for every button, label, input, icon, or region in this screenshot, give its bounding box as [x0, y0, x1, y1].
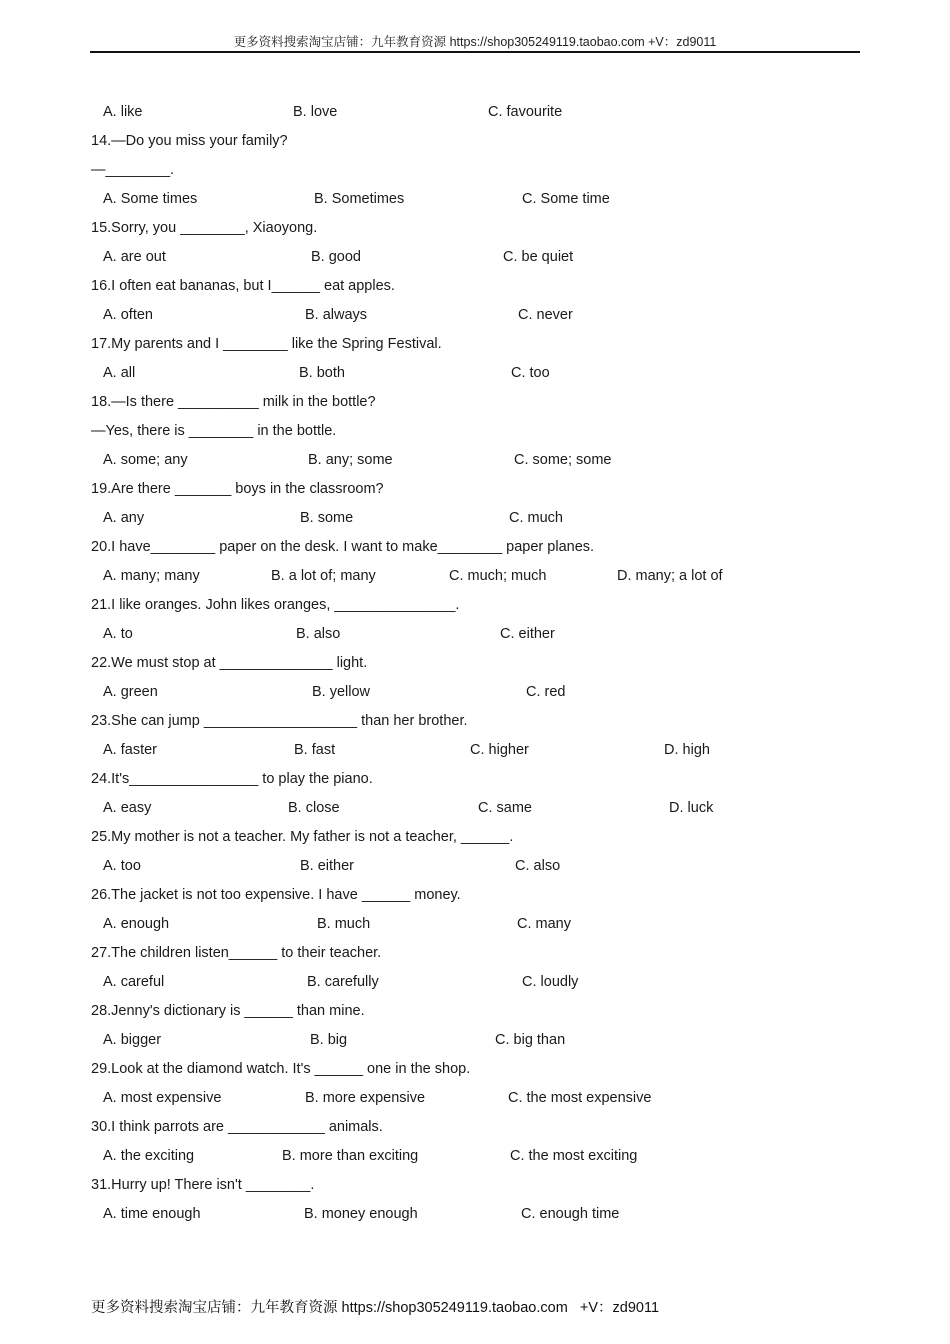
answer-option: A. often	[103, 307, 153, 323]
options-row	[91, 185, 851, 214]
options-row	[91, 968, 851, 997]
answer-option: D. high	[664, 742, 710, 758]
answer-option: A. most expensive	[103, 1090, 222, 1106]
question-line: 21.I like oranges. John likes oranges, _______________.	[91, 597, 460, 613]
answer-option: C. many	[517, 916, 571, 932]
question-line: 18.—Is there __________ milk in the bottle?	[91, 394, 376, 410]
answer-option: C. higher	[470, 742, 529, 758]
question-line: 31.Hurry up! There isn't ________.	[91, 1177, 315, 1193]
question-line: 26.The jacket is not too expensive. I have ______ money.	[91, 887, 461, 903]
options-row	[91, 852, 851, 881]
question-line: 19.Are there _______ boys in the classroom?	[91, 481, 384, 497]
options-row	[91, 736, 851, 765]
question-line: 24.It's________________ to play the piano.	[91, 771, 373, 787]
options-row	[91, 678, 851, 707]
answer-option: B. both	[299, 365, 345, 381]
answer-option: B. close	[288, 800, 340, 816]
options-row	[91, 562, 851, 591]
question-line: 25.My mother is not a teacher. My father is not a teacher, ______.	[91, 829, 514, 845]
answer-option: A. the exciting	[103, 1148, 195, 1164]
answer-option: A. like	[103, 104, 143, 120]
options-row	[91, 1084, 851, 1113]
header-divider	[90, 51, 860, 53]
answer-option: A. faster	[103, 742, 157, 758]
answer-option: C. red	[526, 684, 566, 700]
answer-option: C. favourite	[488, 104, 563, 120]
options-row	[91, 1142, 851, 1171]
question-line: 20.I have________ paper on the desk. I want to make________ paper planes.	[91, 539, 595, 555]
answer-option: A. are out	[103, 249, 166, 265]
answer-option: A. Some times	[103, 191, 198, 207]
question-line: —Yes, there is ________ in the bottle.	[91, 423, 337, 439]
answer-option: A. bigger	[103, 1032, 162, 1048]
answer-option: C. loudly	[522, 974, 579, 990]
answer-option: B. more than exciting	[282, 1148, 419, 1164]
answer-option: D. many; a lot of	[617, 568, 723, 584]
options-row	[91, 98, 851, 127]
options-row	[91, 504, 851, 533]
options-row	[91, 1200, 851, 1229]
options-row	[91, 243, 851, 272]
answer-option: B. more expensive	[305, 1090, 426, 1106]
answer-option: A. time enough	[103, 1206, 201, 1222]
answer-option: C. Some time	[522, 191, 610, 207]
answer-option: C. some; some	[514, 452, 612, 468]
page-header: 更多资料搜索淘宝店铺：九年教育资源 https://shop305249119.taobao.com +V：zd9011	[233, 35, 717, 49]
question-line: 30.I think parrots are ____________ animals.	[91, 1119, 383, 1135]
answer-option: C. much	[509, 510, 563, 526]
answer-option: A. any	[103, 510, 145, 526]
answer-option: B. any; some	[308, 452, 393, 468]
options-row	[91, 910, 851, 939]
options-row	[91, 301, 851, 330]
answer-option: A. too	[103, 858, 141, 874]
answer-option: C. never	[518, 307, 573, 323]
answer-option: B. money enough	[304, 1206, 418, 1222]
answer-option: B. yellow	[312, 684, 371, 700]
answer-option: B. always	[305, 307, 368, 323]
answer-option: A. green	[103, 684, 158, 700]
question-line: 16.I often eat bananas, but I______ eat apples.	[91, 278, 395, 294]
answer-option: B. also	[296, 626, 341, 642]
answer-option: C. the most expensive	[508, 1090, 652, 1106]
answer-option: B. good	[311, 249, 361, 265]
answer-option: A. to	[103, 626, 133, 642]
answer-option: A. some; any	[103, 452, 188, 468]
answer-option: C. also	[515, 858, 561, 874]
exercise-list	[91, 98, 851, 1229]
answer-option: B. much	[317, 916, 371, 932]
answer-option: C. same	[478, 800, 532, 816]
answer-option: B. some	[300, 510, 354, 526]
question-line: 23.She can jump ___________________ than her brother.	[91, 713, 468, 729]
question-line: 22.We must stop at ______________ light.	[91, 655, 368, 671]
answer-option: A. easy	[103, 800, 152, 816]
options-row	[91, 1026, 851, 1055]
question-line: 17.My parents and I ________ like the Spring Festival.	[91, 336, 442, 352]
answer-option: B. love	[293, 104, 338, 120]
question-line: 27.The children listen______ to their teacher.	[91, 945, 382, 961]
question-line: 14.—Do you miss your family?	[91, 133, 288, 149]
answer-option: C. the most exciting	[510, 1148, 638, 1164]
answer-option: A. enough	[103, 916, 170, 932]
page-footer: 更多资料搜索淘宝店铺：九年教育资源 https://shop305249119.taobao.com +V：zd9011	[91, 1300, 660, 1316]
question-line: 28.Jenny's dictionary is ______ than mine.	[91, 1003, 365, 1019]
answer-option: C. enough time	[521, 1206, 620, 1222]
answer-option: B. either	[300, 858, 354, 874]
options-row	[91, 794, 851, 823]
answer-option: C. much; much	[449, 568, 547, 584]
answer-option: B. big	[310, 1032, 348, 1048]
answer-option: A. many; many	[103, 568, 200, 584]
options-row	[91, 620, 851, 649]
question-line: 29.Look at the diamond watch. It's ______ one in the shop.	[91, 1061, 471, 1077]
answer-option: C. big than	[495, 1032, 566, 1048]
answer-option: A. careful	[103, 974, 165, 990]
answer-option: B. a lot of; many	[271, 568, 376, 584]
answer-option: B. Sometimes	[314, 191, 405, 207]
answer-option: C. too	[511, 365, 550, 381]
answer-option: C. be quiet	[503, 249, 574, 265]
answer-option: B. fast	[294, 742, 336, 758]
options-row	[91, 359, 851, 388]
question-line: 15.Sorry, you ________, Xiaoyong.	[91, 220, 318, 236]
question-line: —________.	[91, 162, 175, 178]
options-row	[91, 446, 851, 475]
answer-option: D. luck	[669, 800, 714, 816]
answer-option: A. all	[103, 365, 136, 381]
answer-option: B. carefully	[307, 974, 379, 990]
answer-option: C. either	[500, 626, 555, 642]
